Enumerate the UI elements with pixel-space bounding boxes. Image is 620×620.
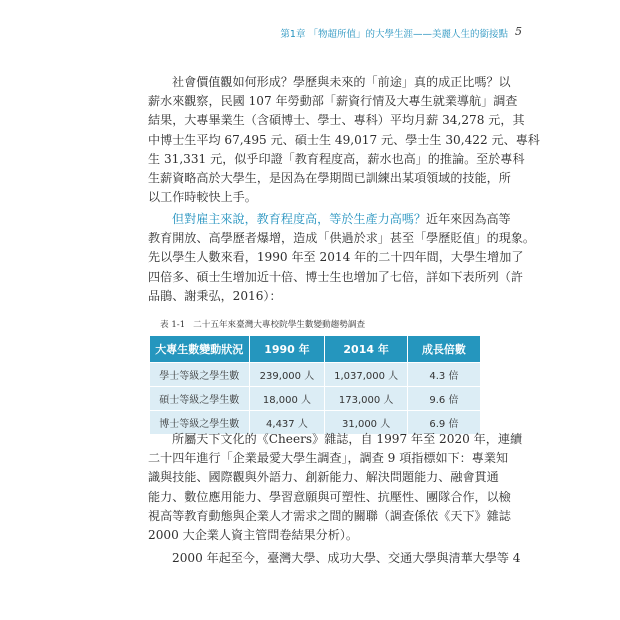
text-line: 中博士生平均 67,495 元、碩士生 49,017 元、學士生 30,422 元、專科	[148, 132, 540, 147]
table-header-row	[150, 336, 480, 363]
text-line: 二十四年進行「企業最愛大學生調查」，調查 9 項指標如下：專業知	[148, 451, 509, 466]
table-cell: 1,037,000 人	[325, 363, 408, 387]
table-row	[150, 387, 480, 411]
table-cell: 博士等級之學生數	[150, 411, 249, 435]
table-row	[150, 363, 480, 387]
table-cell: 9.6 倍	[407, 387, 480, 411]
table-cell: 18,000 人	[249, 387, 325, 411]
page-number: 5	[515, 25, 522, 38]
table-caption-title: 二十五年來臺灣大專校院學生數變動趨勢調查	[193, 320, 366, 330]
table-cell: 碩士等級之學生數	[150, 387, 249, 411]
table-header-cell: 成長倍數	[407, 336, 480, 363]
text-line: 社會價值觀如何形成？學歷與未來的「前途」真的成正比嗎？以	[172, 75, 511, 89]
text-line: 四倍多、碩士生增加近十倍、博士生也增加了七倍，詳如下表所列（許	[148, 269, 523, 284]
text-line: 識與技能、國際觀與外語力、創新能力、解決問題能力、融會貫通	[148, 470, 499, 485]
running-header: 第1章 「物超所值」的大學生涯——美麗人生的銜接點	[280, 29, 508, 40]
table-cell: 239,000 人	[249, 363, 325, 387]
text-line	[148, 210, 511, 229]
highlighted-question: 但對雇主來說，教育程度高，等於生產力高嗎？	[172, 212, 426, 226]
text-line: 2000 大企業人資主管問卷結果分析）。	[148, 528, 358, 543]
paragraph-cheers-survey	[148, 430, 523, 545]
text-line: 生薪資略高於大學生，是因為在學期間已訓練出某項領域的技能，所	[148, 171, 511, 186]
text-line: 品鵑、謝秉弘，2016）：	[148, 288, 282, 303]
table-cell: 4.3 倍	[407, 363, 480, 387]
paragraph-universities	[148, 549, 521, 568]
table-cell: 6.9 倍	[407, 411, 480, 435]
student-growth-table	[150, 336, 480, 434]
text-line: 結果，大專畢業生（含碩博士、學士、專科）平均月薪 34,278 元，其	[148, 113, 525, 128]
text-line: 2000 年起至今，臺灣大學、成功大學、交通大學與清華大學等 4	[172, 551, 521, 565]
table-header-cell: 大專生數變動狀況	[150, 336, 249, 363]
text-line: 教育開放、高學歷者爆增，造成「供過於求」甚至「學歷貶值」的現象。	[148, 231, 536, 246]
table-header-cell: 1990 年	[249, 336, 325, 363]
text-line: 生 31,331 元，似乎印證「教育程度高，薪水也高」的推論。至於專科	[148, 151, 525, 166]
text-line: 以工作時較快上手。	[148, 190, 257, 205]
table-cell: 173,000 人	[325, 387, 408, 411]
text-line: 薪水來觀察，民國 107 年勞動部「薪資行情及大專生就業導航」調查	[148, 94, 518, 109]
paragraph-productivity	[148, 210, 536, 306]
table-caption	[160, 318, 365, 330]
text-line: 所屬天下文化的《Cheers》雜誌，自 1997 年至 2020 年，連續	[172, 432, 523, 446]
table-header-cell: 2014 年	[325, 336, 408, 363]
table-cell: 學士等級之學生數	[150, 363, 249, 387]
text-fragment: 近年來因為高等	[425, 212, 511, 226]
paragraph-salary	[148, 73, 540, 207]
text-line: 視高等教育動態與企業人才需求之間的關聯（調查係依《天下》雜誌	[148, 508, 511, 523]
table-caption-number: 表 1-1	[160, 320, 186, 330]
text-line: 能力、數位應用能力、學習意願與可塑性、抗壓性、團隊合作，以檢	[148, 489, 511, 504]
text-line: 先以學生人數來看，1990 年至 2014 年的二十四年間，大學生增加了	[148, 250, 524, 265]
table-cell: 4,437 人	[249, 411, 325, 435]
table-cell: 31,000 人	[325, 411, 408, 435]
